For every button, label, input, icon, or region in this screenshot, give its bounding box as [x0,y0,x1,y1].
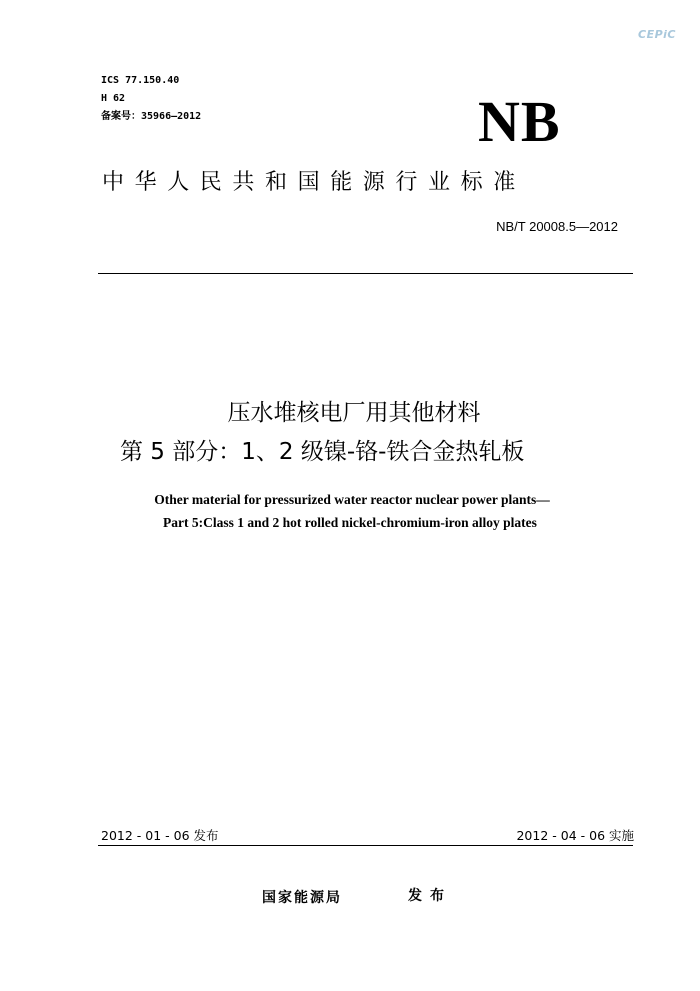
ics-code: ICS 77.150.40 [101,75,180,86]
top-divider [98,273,633,274]
classification-code: H 62 [101,93,126,104]
issuing-authority: 国家能源局 [262,890,342,906]
organization-title: 中华人民共和国能源行业标准 [102,170,526,195]
issue-date: 2012 - 01 - 06 发布 [101,828,219,843]
nb-logo: NB [478,89,561,154]
title-en-line-2: Part 5:Class 1 and 2 hot rolled nickel-chromium-iron alloy plates [163,515,537,530]
title-cn-line-1: 压水堆核电厂用其他材料 [227,400,481,426]
standard-number: NB/T 20008.5—2012 [496,219,618,234]
watermark-logo: CEPiC [638,28,676,41]
implementation-date: 2012 - 04 - 06 实施 [516,828,634,843]
issue-label: 发布 [408,888,452,904]
title-en-line-1: Other material for pressurized water reactor nuclear power plants— [154,492,550,507]
bottom-divider [98,845,633,846]
title-cn-line-2: 第 5 部分：1、2 级镍-铬-铁合金热轧板 [120,439,525,465]
record-number: 备案号：35966—2012 [101,111,202,122]
